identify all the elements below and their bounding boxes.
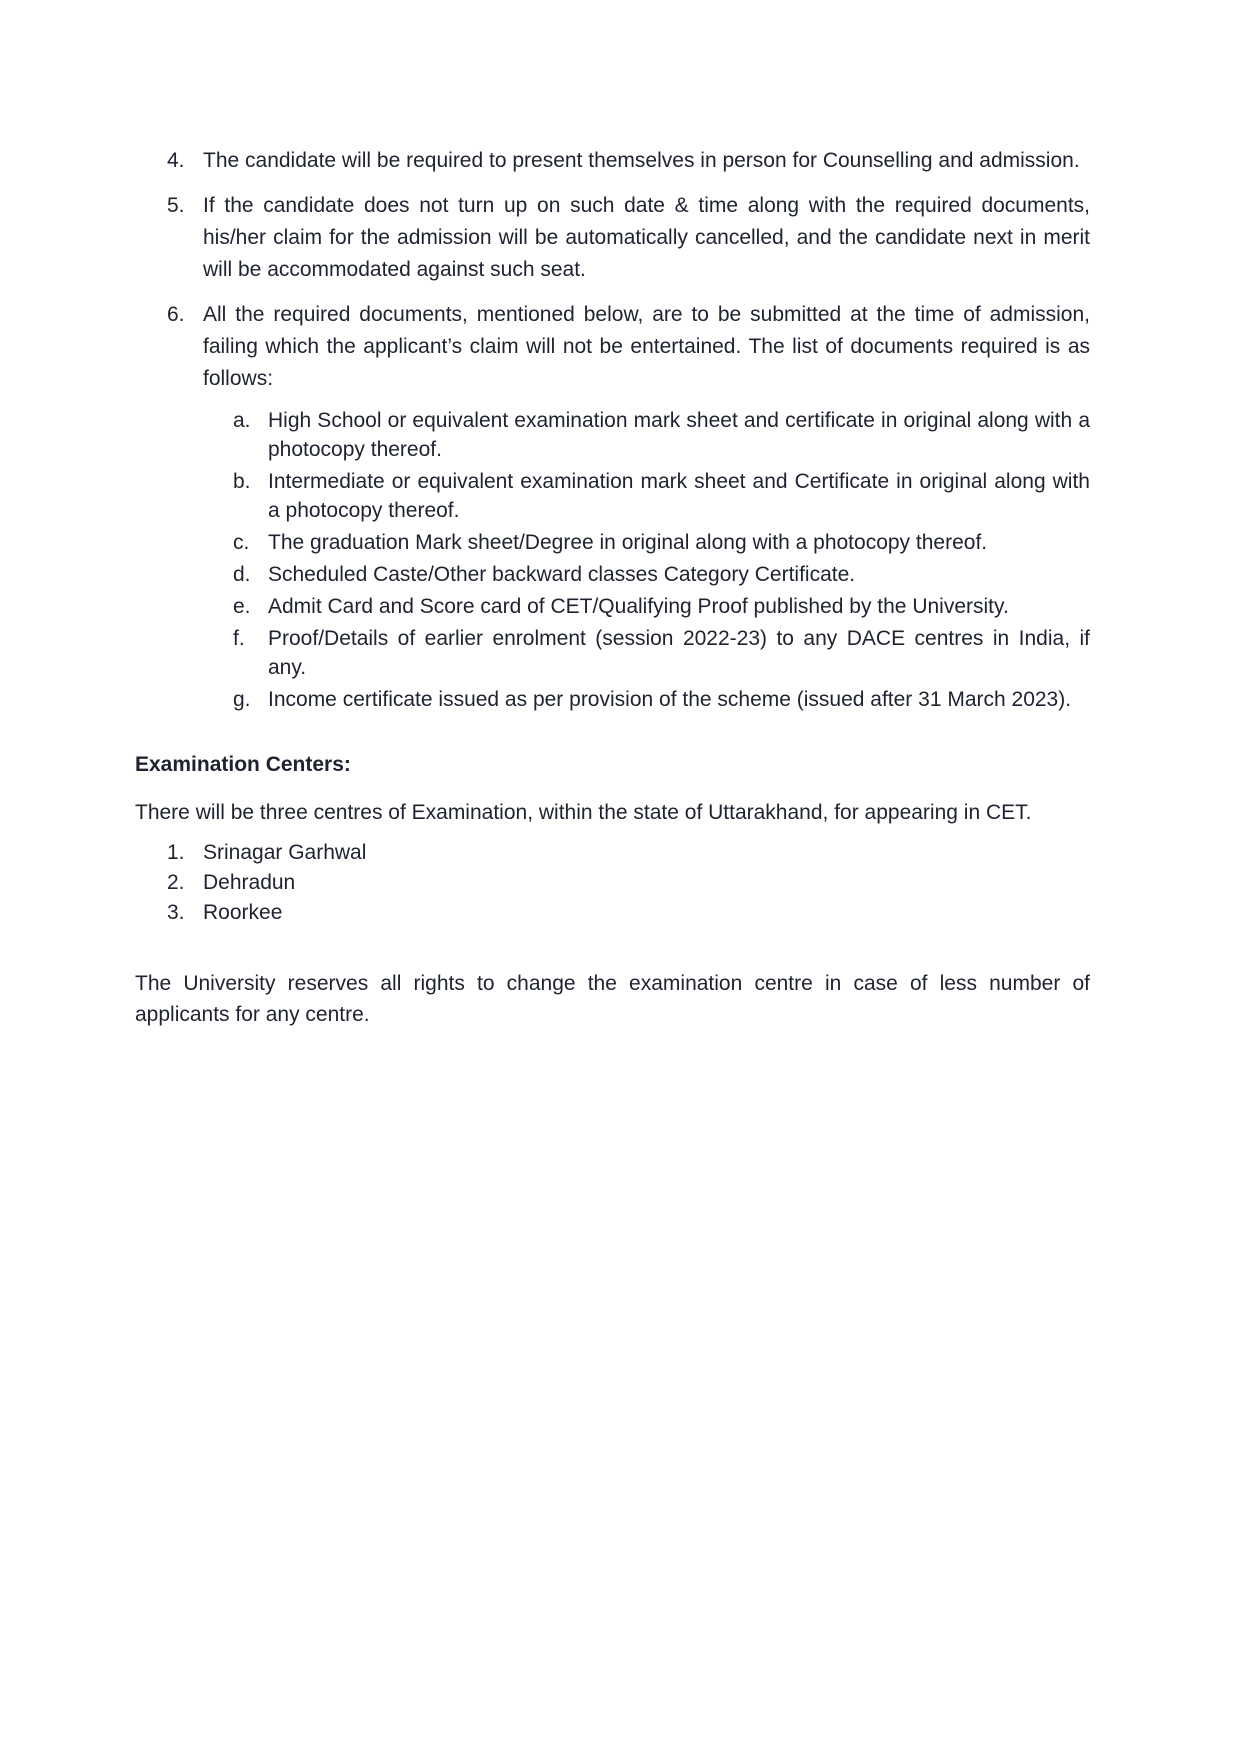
list-marker: g.: [233, 688, 251, 711]
list-marker: f.: [233, 627, 245, 650]
required-documents-list: [203, 406, 1090, 714]
doc-item-b: [203, 467, 1090, 525]
center-name: Srinagar Garhwal: [203, 841, 367, 864]
exam-centers-heading: Examination Centers:: [135, 753, 351, 776]
doc-item-f: [203, 624, 1090, 682]
list-marker: a.: [233, 409, 251, 432]
list-marker: 5.: [167, 194, 185, 217]
doc-item-g: [203, 685, 1090, 714]
list-item-text: The candidate will be required to present themselves in person for Counselling and admission.: [203, 149, 1080, 172]
doc-item-d: [203, 560, 1090, 589]
list-item-text: Proof/Details of earlier enrolment (session 2022-23) to any DACE centres in India, if any.: [268, 627, 1090, 679]
doc-item-e: [203, 592, 1090, 621]
center-name: Dehradun: [203, 871, 296, 894]
exam-centers-intro: There will be three centres of Examination, within the state of Uttarakhand, for appearing in CET.: [135, 801, 1032, 824]
list-item-text: Income certificate issued as per provision of the scheme (issued after 31 March 2023).: [268, 688, 1072, 711]
list-marker: d.: [233, 563, 251, 586]
exam-centers-note: The University reserves all rights to change the examination centre in case of less number of applicants for any centre.: [135, 972, 1090, 1026]
list-item-text: If the candidate does not turn up on such date & time along with the required documents, his/her claim for the admission will be automatically cancelled, and the candidate next in merit will be accommodated against such seat.: [203, 194, 1090, 281]
list-item-text: All the required documents, mentioned below, are to be submitted at the time of admission, failing which the applicant’s claim will not be entertained. The list of documents required is as follows:: [203, 303, 1090, 390]
admission-instructions-list: [135, 145, 1090, 714]
list-item-4: [135, 145, 1090, 177]
list-item-6: [135, 299, 1090, 714]
list-item-text: Scheduled Caste/Other backward classes Category Certificate.: [268, 563, 856, 586]
list-marker: 1.: [167, 841, 185, 864]
list-marker: b.: [233, 470, 251, 493]
list-item-text: High School or equivalent examination mark sheet and certificate in original along with a photocopy thereof.: [268, 409, 1090, 461]
list-marker: 3.: [167, 901, 185, 924]
list-marker: c.: [233, 531, 250, 554]
center-name: Roorkee: [203, 901, 283, 924]
list-marker: 2.: [167, 871, 185, 894]
center-item-2: [135, 868, 1090, 898]
list-marker: 6.: [167, 303, 185, 326]
list-item-text: Intermediate or equivalent examination mark sheet and Certificate in original along with a photocopy thereof.: [268, 470, 1090, 522]
center-item-1: [135, 838, 1090, 868]
doc-item-a: [203, 406, 1090, 464]
doc-item-c: [203, 528, 1090, 557]
list-marker: 4.: [167, 149, 185, 172]
list-item-text: The graduation Mark sheet/Degree in original along with a photocopy thereof.: [268, 531, 988, 554]
list-item-5: [135, 190, 1090, 286]
center-item-3: [135, 898, 1090, 928]
list-marker: e.: [233, 595, 251, 618]
exam-centers-list: [135, 838, 1090, 928]
list-item-text: Admit Card and Score card of CET/Qualifying Proof published by the University.: [268, 595, 1009, 618]
